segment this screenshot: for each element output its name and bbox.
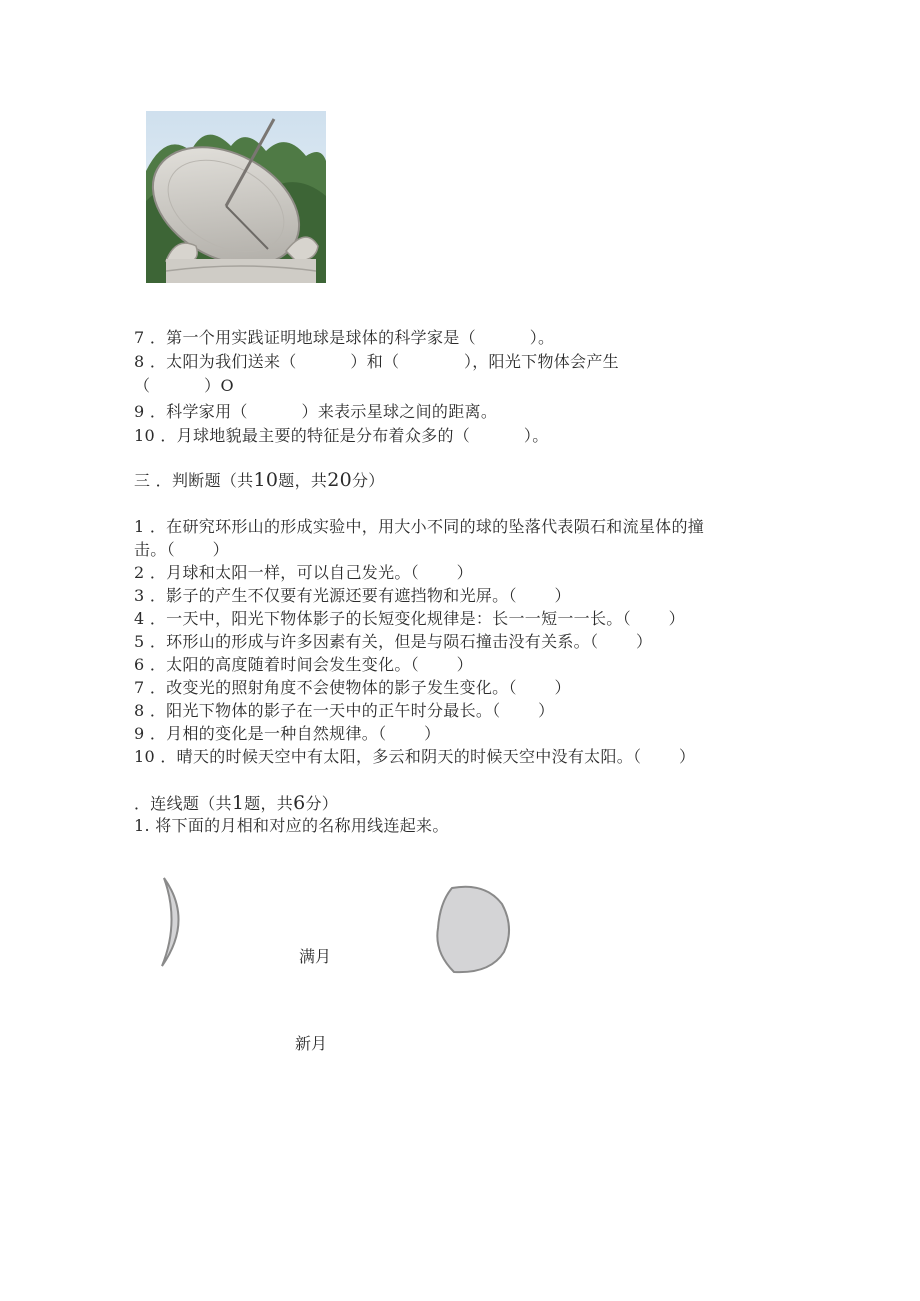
heading-mid: 题，共 — [278, 471, 328, 490]
judge-item-1: 1 ．在研究环形山的形成实验中，用大小不同的球的坠落代表陨石和流星体的撞 — [134, 517, 705, 536]
judge-item-7: 7 ．改变光的照射角度不会使物体的影子发生变化。（ ） — [134, 678, 571, 697]
judge-item-1-continued: 击。（ ） — [134, 540, 229, 559]
judge-item-2: 2 ．月球和太阳一样，可以自己发光。（ ） — [134, 563, 473, 582]
heading-count: 1 — [231, 792, 245, 814]
section-heading-judgement — [134, 469, 385, 492]
judge-item-5: 5 ．环形山的形成与许多因素有关，但是与陨石撞击没有关系。（ ） — [134, 632, 653, 651]
heading-count: 10 — [253, 469, 279, 491]
judge-item-8: 8 ．阳光下物体的影子在一天中的正午时分最长。（ ） — [134, 701, 555, 720]
heading-score: 6 — [293, 792, 306, 814]
heading-suffix: 分） — [305, 794, 339, 813]
crescent-moon-icon — [150, 872, 195, 972]
fill-in-item-7: 7 ．第一个用实践证明地球是球体的科学家是（ ）。 — [134, 328, 555, 347]
heading-prefix: 三 ．判断题（共 — [134, 471, 254, 490]
heading-prefix: ．连线题（共 — [134, 794, 232, 813]
section-heading-connect — [134, 792, 338, 815]
heading-score: 20 — [327, 469, 352, 491]
judge-item-3: 3 ．影子的产生不仅要有光源还要有遮挡物和光屏。（ ） — [134, 586, 571, 605]
judge-item-9: 9 ．月相的变化是一种自然规律。（ ） — [134, 724, 441, 743]
gibbous-moon-icon — [430, 882, 515, 977]
judge-item-6: 6 ．太阳的高度随着时间会发生变化。（ ） — [134, 655, 473, 674]
fill-in-item-8-continued: （ ）O — [134, 376, 234, 395]
moon-label-new: 新月 — [295, 1034, 328, 1053]
fill-in-item-8: 8 ．太阳为我们送来（ ）和（ ），阳光下物体会产生 — [134, 352, 619, 371]
heading-mid: 题，共 — [244, 794, 294, 813]
judge-item-10: 10 ．晴天的时候天空中有太阳，多云和阴天的时候天空中没有太阳。（ ） — [134, 747, 696, 766]
judge-item-4: 4 ．一天中，阳光下物体影子的长短变化规律是：长一一短一一长。（ ） — [134, 609, 685, 628]
moon-label-full: 满月 — [299, 947, 332, 966]
heading-suffix: 分） — [351, 471, 385, 490]
sundial-photo — [146, 111, 326, 283]
connect-instruction: 1. 将下面的月相和对应的名称用线连起来。 — [134, 816, 449, 835]
fill-in-item-9: 9 ．科学家用（ ）来表示星球之间的距离。 — [134, 402, 498, 421]
fill-in-item-10: 10 ．月球地貌最主要的特征是分布着众多的（ ）。 — [134, 426, 549, 445]
